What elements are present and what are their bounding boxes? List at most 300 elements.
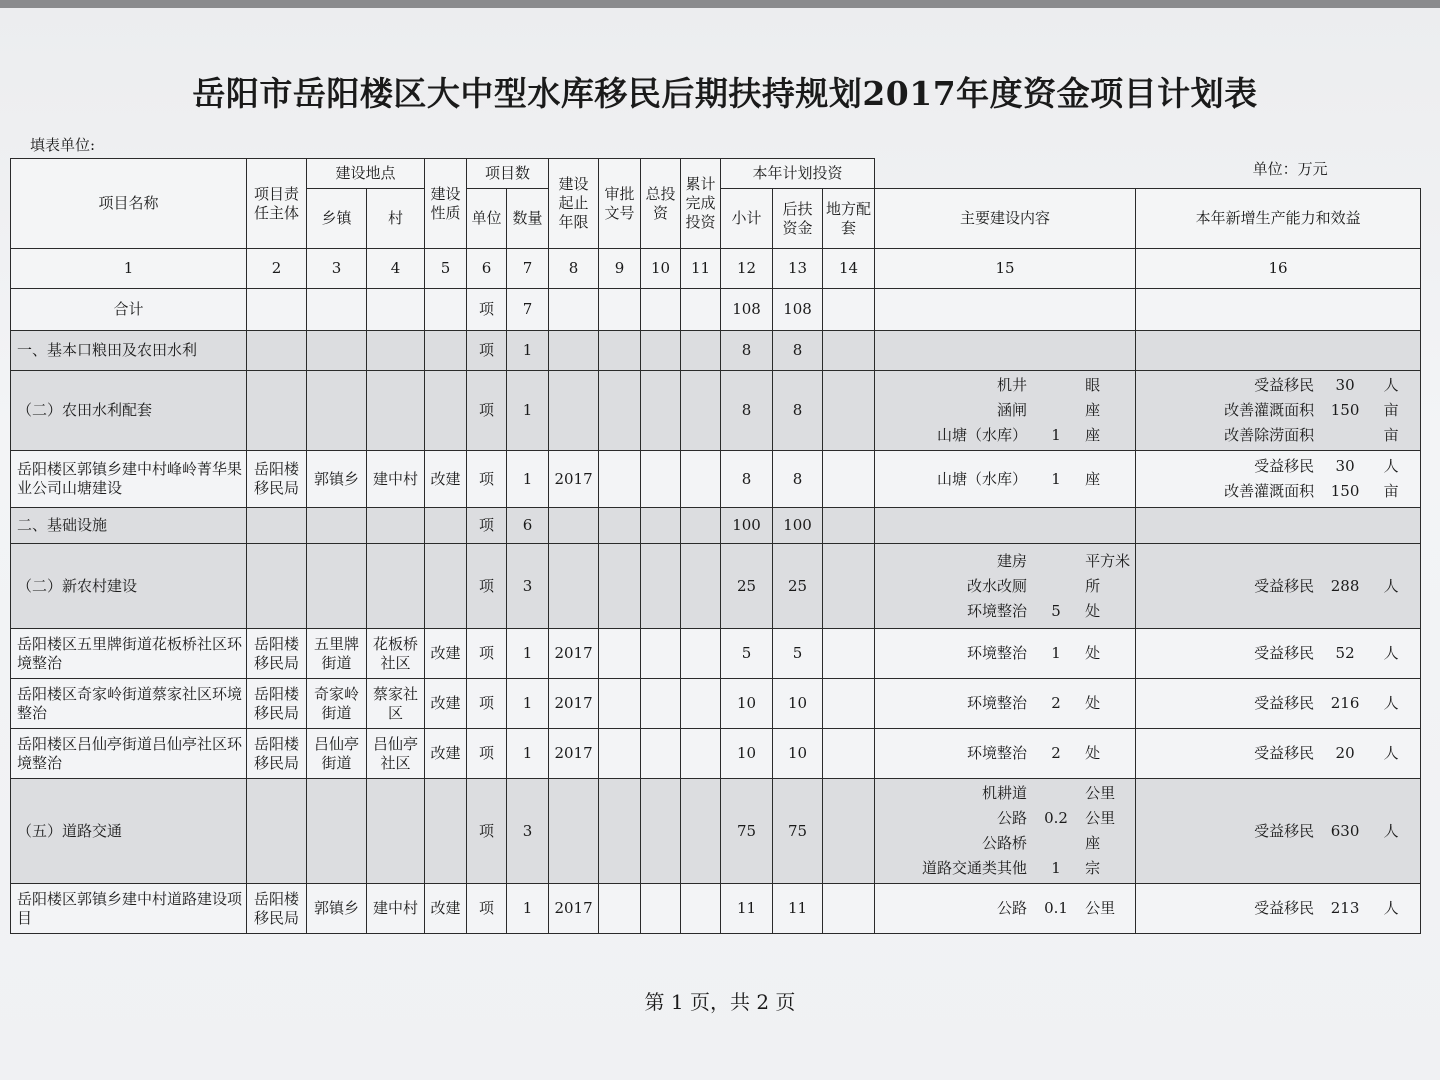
cell-qty: 1 (507, 371, 549, 451)
benefit-item: 受益移民 (1254, 821, 1315, 840)
cell-sub: 11 (721, 884, 773, 934)
content-item: 山塘（水库） (937, 426, 1028, 444)
benefit-unit: 人 (1383, 576, 1399, 595)
benefit-amount: 213 (1330, 899, 1360, 917)
content-unit: 处 (1085, 644, 1101, 662)
column-number: 3 (307, 249, 367, 289)
benefit-line (1136, 373, 1420, 398)
cell-local (823, 779, 875, 884)
cell-project-name: 岳阳楼区吕仙亭街道吕仙亭社区环境整治 (11, 729, 247, 779)
cell-resp (247, 331, 307, 371)
column-number: 7 (507, 249, 549, 289)
content-item: 改水改厕 (967, 576, 1028, 595)
content-line (875, 831, 1135, 856)
cell-total (641, 544, 681, 629)
header-content: 主要建设内容 (875, 189, 1136, 249)
cell-benefit (1136, 371, 1421, 451)
content-line (875, 781, 1135, 806)
header-quantity: 数量 (507, 189, 549, 249)
cell-benefit (1136, 508, 1421, 544)
benefit-amount: 216 (1330, 694, 1360, 712)
cell-village: 蔡家社区 (367, 679, 425, 729)
benefit-item: 改善灌溉面积 (1224, 401, 1315, 419)
cell-total (641, 629, 681, 679)
cell-unit: 项 (467, 371, 507, 451)
cell-fund: 10 (773, 729, 823, 779)
table-row (11, 679, 1421, 729)
cell-content (875, 331, 1136, 371)
benefit-amount: 150 (1330, 482, 1360, 500)
content-amount: 2 (1051, 744, 1061, 762)
cell-total (641, 884, 681, 934)
cell-village (367, 371, 425, 451)
benefit-amount: 630 (1330, 821, 1360, 840)
content-unit: 座 (1085, 834, 1101, 852)
cell-project-name: （二）新农村建设 (11, 544, 247, 629)
cell-unit: 项 (467, 729, 507, 779)
table-row (11, 629, 1421, 679)
content-item: 环境整治 (967, 694, 1028, 712)
content-amount: 1 (1051, 859, 1061, 877)
cell-content (875, 779, 1136, 884)
header-project-name: 项目名称 (11, 159, 247, 249)
cell-content (875, 884, 1136, 934)
cell-village: 吕仙亭社区 (367, 729, 425, 779)
content-line (875, 423, 1135, 448)
table-row (11, 544, 1421, 629)
cell-village: 建中村 (367, 884, 425, 934)
benefit-item: 受益移民 (1254, 694, 1315, 712)
cell-approval (599, 508, 641, 544)
cell-resp (247, 779, 307, 884)
content-amount: 2 (1051, 694, 1061, 712)
cell-project-name: 岳阳楼区五里牌街道花板桥社区环境整治 (11, 629, 247, 679)
column-number: 10 (641, 249, 681, 289)
cell-total (641, 371, 681, 451)
cell-fund: 10 (773, 679, 823, 729)
cell-town (307, 779, 367, 884)
cell-nature: 改建 (425, 679, 467, 729)
cell-period (549, 508, 599, 544)
benefit-amount: 150 (1330, 401, 1360, 419)
cell-qty: 1 (507, 884, 549, 934)
cell-total (641, 729, 681, 779)
table-row (11, 729, 1421, 779)
cell-project-name: （五）道路交通 (11, 779, 247, 884)
cell-town: 郭镇乡 (307, 884, 367, 934)
content-unit: 眼 (1085, 376, 1101, 394)
cell-benefit (1136, 451, 1421, 508)
cell-town (307, 289, 367, 331)
content-line (875, 741, 1135, 766)
cell-benefit (1136, 779, 1421, 884)
column-number: 14 (823, 249, 875, 289)
content-line (875, 896, 1135, 921)
cell-local (823, 629, 875, 679)
cell-sub: 75 (721, 779, 773, 884)
cell-benefit (1136, 629, 1421, 679)
cell-total (641, 451, 681, 508)
cell-approval (599, 331, 641, 371)
content-amount: 1 (1051, 469, 1061, 488)
column-number: 12 (721, 249, 773, 289)
content-item: 公路桥 (982, 834, 1028, 852)
content-line (875, 467, 1135, 492)
cell-nature (425, 508, 467, 544)
cell-period (549, 289, 599, 331)
content-unit: 座 (1085, 426, 1101, 444)
header-project-count: 项目数 (467, 159, 549, 189)
header-cumulative: 累计完成投资 (681, 159, 721, 249)
cell-approval (599, 371, 641, 451)
cell-cum (681, 544, 721, 629)
benefit-amount: 288 (1330, 576, 1360, 595)
paper-sheet (0, 8, 1440, 1080)
cell-unit: 项 (467, 884, 507, 934)
cell-qty: 7 (507, 289, 549, 331)
benefit-unit: 人 (1383, 376, 1399, 394)
cell-fund: 8 (773, 371, 823, 451)
cell-content (875, 679, 1136, 729)
content-unit: 公里 (1085, 899, 1116, 917)
column-number: 6 (467, 249, 507, 289)
cell-village (367, 779, 425, 884)
cell-total (641, 779, 681, 884)
content-line (875, 373, 1135, 398)
page-footer: 第 1 页，共 2 页 (644, 990, 796, 1014)
cell-unit: 项 (467, 508, 507, 544)
benefit-unit: 亩 (1383, 482, 1399, 500)
cell-sub: 10 (721, 729, 773, 779)
benefit-amount: 52 (1335, 644, 1355, 662)
cell-local (823, 371, 875, 451)
cell-content (875, 544, 1136, 629)
cell-resp: 岳阳楼移民局 (247, 451, 307, 508)
cell-unit: 项 (467, 289, 507, 331)
cell-town (307, 544, 367, 629)
cell-total (641, 679, 681, 729)
cell-resp (247, 508, 307, 544)
cell-approval (599, 729, 641, 779)
benefit-item: 改善灌溉面积 (1224, 482, 1315, 500)
table-row (11, 779, 1421, 884)
content-unit: 座 (1085, 401, 1101, 419)
header-annual-plan: 本年计划投资 (721, 159, 875, 189)
cell-resp: 岳阳楼移民局 (247, 729, 307, 779)
cell-sub: 5 (721, 629, 773, 679)
cell-content (875, 451, 1136, 508)
cell-village (367, 331, 425, 371)
header-village: 村 (367, 189, 425, 249)
cell-unit: 项 (467, 451, 507, 508)
benefit-amount: 30 (1335, 457, 1355, 475)
benefit-item: 受益移民 (1254, 457, 1315, 475)
cell-content (875, 371, 1136, 451)
cell-resp (247, 371, 307, 451)
benefit-line (1136, 741, 1420, 766)
content-amount: 0.1 (1044, 899, 1068, 917)
content-unit: 平方米 (1085, 551, 1131, 570)
cell-period (549, 331, 599, 371)
benefit-line (1136, 641, 1420, 666)
cell-project-name: 二、基础设施 (11, 508, 247, 544)
cell-village (367, 544, 425, 629)
cell-local (823, 451, 875, 508)
cell-cum (681, 508, 721, 544)
content-line (875, 691, 1135, 716)
benefit-line (1136, 819, 1420, 844)
fill-unit-label: 填表单位: (30, 136, 96, 154)
header-approval: 审批文号 (599, 159, 641, 249)
benefit-amount: 30 (1335, 376, 1355, 394)
cell-qty: 3 (507, 779, 549, 884)
header-period: 建设起止年限 (549, 159, 599, 249)
content-amount: 0.2 (1044, 809, 1068, 827)
cell-fund: 108 (773, 289, 823, 331)
table-row (11, 884, 1421, 934)
benefit-line (1136, 423, 1420, 448)
cell-nature: 改建 (425, 451, 467, 508)
cell-unit: 项 (467, 779, 507, 884)
cell-cum (681, 884, 721, 934)
content-item: 公路 (997, 809, 1028, 827)
cell-period (549, 371, 599, 451)
cell-unit: 项 (467, 331, 507, 371)
content-item: 环境整治 (967, 744, 1028, 762)
benefit-item: 受益移民 (1254, 576, 1315, 595)
column-number: 4 (367, 249, 425, 289)
benefit-unit: 人 (1383, 644, 1399, 662)
table-row (11, 331, 1421, 371)
header-total-investment: 总投资 (641, 159, 681, 249)
content-item: 建房 (997, 551, 1028, 570)
cell-fund: 8 (773, 331, 823, 371)
column-number: 11 (681, 249, 721, 289)
cell-content (875, 629, 1136, 679)
benefit-line (1136, 574, 1420, 599)
content-unit: 座 (1085, 469, 1101, 488)
column-number: 15 (875, 249, 1136, 289)
content-unit: 公里 (1085, 809, 1116, 827)
benefit-unit: 亩 (1383, 426, 1399, 444)
cell-cum (681, 679, 721, 729)
cell-period: 2017 (549, 451, 599, 508)
cell-period (549, 779, 599, 884)
content-item: 山塘（水库） (937, 469, 1028, 488)
cell-benefit (1136, 331, 1421, 371)
cell-fund: 75 (773, 779, 823, 884)
header-local-match: 地方配套 (823, 189, 875, 249)
content-line (875, 398, 1135, 423)
content-item: 公路 (997, 899, 1028, 917)
cell-sub: 8 (721, 331, 773, 371)
cell-cum (681, 371, 721, 451)
benefit-item: 受益移民 (1254, 744, 1315, 762)
benefit-unit: 人 (1383, 457, 1399, 475)
cell-qty: 6 (507, 508, 549, 544)
header-unit: 单位 (467, 189, 507, 249)
cell-period: 2017 (549, 629, 599, 679)
cell-approval (599, 289, 641, 331)
content-line (875, 574, 1135, 599)
benefit-item: 受益移民 (1254, 899, 1315, 917)
column-number: 16 (1136, 249, 1421, 289)
cell-period: 2017 (549, 884, 599, 934)
cell-local (823, 729, 875, 779)
table-row (11, 451, 1421, 508)
cell-village: 花板桥社区 (367, 629, 425, 679)
cell-sub: 10 (721, 679, 773, 729)
cell-benefit (1136, 679, 1421, 729)
cell-period: 2017 (549, 679, 599, 729)
cell-nature: 改建 (425, 884, 467, 934)
cell-benefit (1136, 884, 1421, 934)
column-number: 2 (247, 249, 307, 289)
benefit-unit: 人 (1383, 821, 1399, 840)
benefit-unit: 人 (1383, 744, 1399, 762)
benefit-line (1136, 479, 1420, 504)
cell-project-name: 岳阳楼区郭镇乡建中村道路建设项目 (11, 884, 247, 934)
cell-cum (681, 779, 721, 884)
content-line (875, 641, 1135, 666)
cell-qty: 1 (507, 729, 549, 779)
cell-qty: 1 (507, 679, 549, 729)
cell-approval (599, 884, 641, 934)
cell-nature (425, 779, 467, 884)
content-amount: 1 (1051, 426, 1061, 444)
cell-resp: 岳阳楼移民局 (247, 629, 307, 679)
cell-sub: 108 (721, 289, 773, 331)
cell-cum (681, 629, 721, 679)
content-line (875, 599, 1135, 624)
cell-cum (681, 331, 721, 371)
cell-resp: 岳阳楼移民局 (247, 679, 307, 729)
cell-fund: 25 (773, 544, 823, 629)
content-item: 环境整治 (967, 644, 1028, 662)
content-item: 道路交通类其他 (922, 859, 1028, 877)
column-number-row (11, 249, 1421, 289)
column-number: 5 (425, 249, 467, 289)
benefit-line (1136, 896, 1420, 921)
benefit-line (1136, 454, 1420, 479)
cell-town (307, 371, 367, 451)
cell-total (641, 289, 681, 331)
cell-fund: 11 (773, 884, 823, 934)
cell-local (823, 508, 875, 544)
header-support-fund: 后扶资金 (773, 189, 823, 249)
column-number: 1 (11, 249, 247, 289)
cell-local (823, 544, 875, 629)
cell-approval (599, 679, 641, 729)
cell-qty: 1 (507, 451, 549, 508)
cell-town: 奇家岭街道 (307, 679, 367, 729)
cell-town (307, 508, 367, 544)
cell-period (549, 544, 599, 629)
cell-cum (681, 451, 721, 508)
cell-approval (599, 629, 641, 679)
cell-qty: 1 (507, 331, 549, 371)
table-row (11, 289, 1421, 331)
content-item: 机井 (997, 376, 1028, 394)
cell-content (875, 508, 1136, 544)
cell-local (823, 884, 875, 934)
cell-period: 2017 (549, 729, 599, 779)
cell-town: 郭镇乡 (307, 451, 367, 508)
table-row (11, 508, 1421, 544)
header-nature: 建设性质 (425, 159, 467, 249)
content-item: 涵闸 (997, 401, 1028, 419)
cell-unit: 项 (467, 629, 507, 679)
unit-label: 单位：万元 (1252, 159, 1328, 178)
column-number: 9 (599, 249, 641, 289)
benefit-item: 受益移民 (1254, 644, 1315, 662)
content-item: 机耕道 (982, 784, 1028, 802)
content-unit: 所 (1085, 576, 1101, 595)
benefit-item: 改善除涝面积 (1224, 426, 1315, 444)
cell-village: 建中村 (367, 451, 425, 508)
cell-project-name: 岳阳楼区奇家岭街道蔡家社区环境整治 (11, 679, 247, 729)
cell-project-name: （二）农田水利配套 (11, 371, 247, 451)
cell-total (641, 508, 681, 544)
benefit-item: 受益移民 (1254, 376, 1315, 394)
benefit-line (1136, 398, 1420, 423)
content-line (875, 806, 1135, 831)
cell-nature (425, 289, 467, 331)
cell-resp (247, 289, 307, 331)
content-unit: 公里 (1085, 784, 1116, 802)
content-unit: 处 (1085, 601, 1101, 620)
content-item: 环境整治 (967, 601, 1028, 620)
benefit-amount: 20 (1335, 744, 1355, 762)
cell-benefit (1136, 544, 1421, 629)
content-amount: 1 (1051, 644, 1061, 662)
benefit-unit: 人 (1383, 694, 1399, 712)
column-number: 13 (773, 249, 823, 289)
cell-village (367, 508, 425, 544)
cell-resp: 岳阳楼移民局 (247, 884, 307, 934)
content-line (875, 549, 1135, 574)
content-line (875, 856, 1135, 881)
cell-fund: 5 (773, 629, 823, 679)
header-subtotal: 小计 (721, 189, 773, 249)
cell-sub: 100 (721, 508, 773, 544)
benefit-unit: 亩 (1383, 401, 1399, 419)
cell-fund: 100 (773, 508, 823, 544)
cell-town (307, 331, 367, 371)
cell-project-name: 合计 (11, 289, 247, 331)
cell-approval (599, 544, 641, 629)
cell-content (875, 729, 1136, 779)
cell-town: 吕仙亭街道 (307, 729, 367, 779)
header-location: 建设地点 (307, 159, 425, 189)
cell-total (641, 331, 681, 371)
plan-table (10, 158, 1421, 934)
cell-approval (599, 451, 641, 508)
cell-cum (681, 289, 721, 331)
cell-sub: 8 (721, 371, 773, 451)
content-unit: 处 (1085, 694, 1101, 712)
cell-local (823, 331, 875, 371)
cell-fund: 8 (773, 451, 823, 508)
cell-village (367, 289, 425, 331)
page-title: 岳阳市岳阳楼区大中型水库移民后期扶持规划2017年度资金项目计划表 (192, 74, 1258, 113)
cell-sub: 25 (721, 544, 773, 629)
cell-unit: 项 (467, 679, 507, 729)
cell-nature: 改建 (425, 729, 467, 779)
header-responsible: 项目责任主体 (247, 159, 307, 249)
cell-nature (425, 371, 467, 451)
cell-benefit (1136, 289, 1421, 331)
